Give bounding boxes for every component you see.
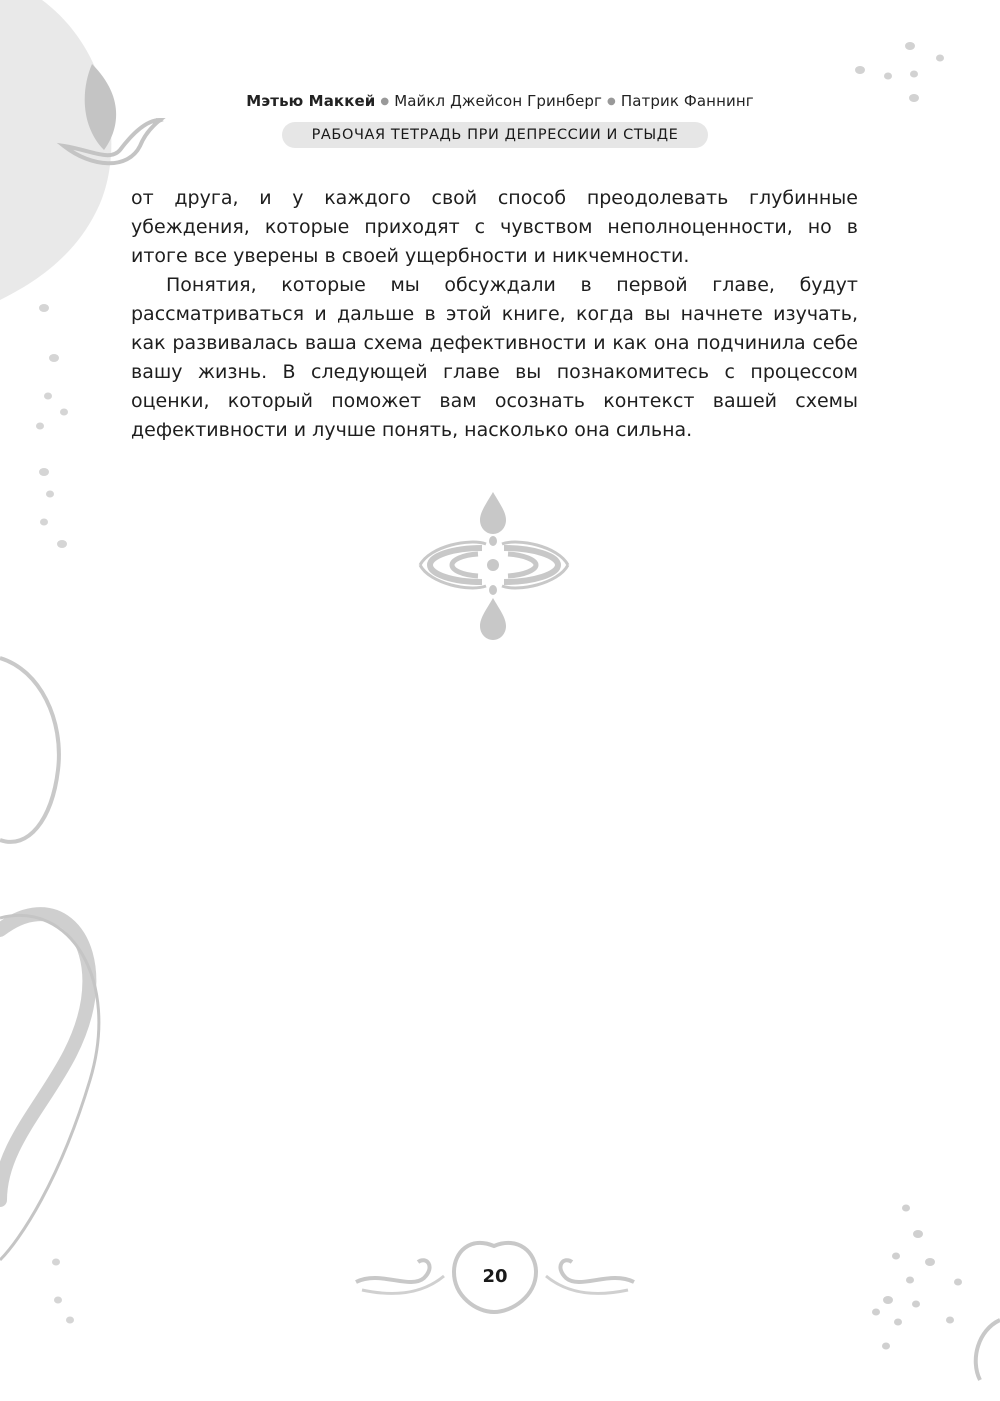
separator-dot-icon: ●	[380, 96, 390, 107]
page-body	[131, 184, 858, 445]
water-drop-ornament-icon	[420, 492, 568, 640]
dots-bottom-left	[52, 1259, 74, 1324]
swirl-left-upper	[0, 658, 59, 842]
page-number: 20	[482, 1266, 508, 1287]
corner-blob-shape	[0, 0, 111, 300]
author-3: Патрик Фаннинг	[620, 92, 754, 110]
book-title-pill: РАБОЧАЯ ТЕТРАДЬ ПРИ ДЕПРЕССИИ И СТЫДЕ	[282, 122, 708, 148]
dots-bottom-right	[872, 1205, 962, 1350]
author-2: Майкл Джейсон Гринберг	[394, 92, 603, 110]
authors-line	[0, 92, 1000, 110]
swirl-bottom-right	[976, 1320, 1000, 1380]
author-lead: Мэтью Маккей	[246, 92, 376, 110]
running-header	[0, 92, 1000, 110]
paragraph-2: Понятия, которые мы обсуждали в первой главе, будут рассматриваться и дальше в этой книге, когда вы начнете изучать, как развивалась ваша схема дефективности и как она подчинила себе вашу жизнь. В следующей главе вы познакомитесь с процессом оценки, который поможет вам осознать контекст вашей схемы дефективности и лучше понять, насколько она сильна.	[131, 274, 858, 441]
dots-left	[36, 304, 68, 548]
separator-dot-icon: ●	[607, 96, 616, 107]
swirl-left-lower	[0, 914, 89, 1200]
paragraph-1: от друга, и у каждого свой способ преодолевать глубинные убеждения, которые приходят с чувством неполноценности, но в итоге все уверены в своей ущербности и никчемности.	[131, 187, 858, 267]
